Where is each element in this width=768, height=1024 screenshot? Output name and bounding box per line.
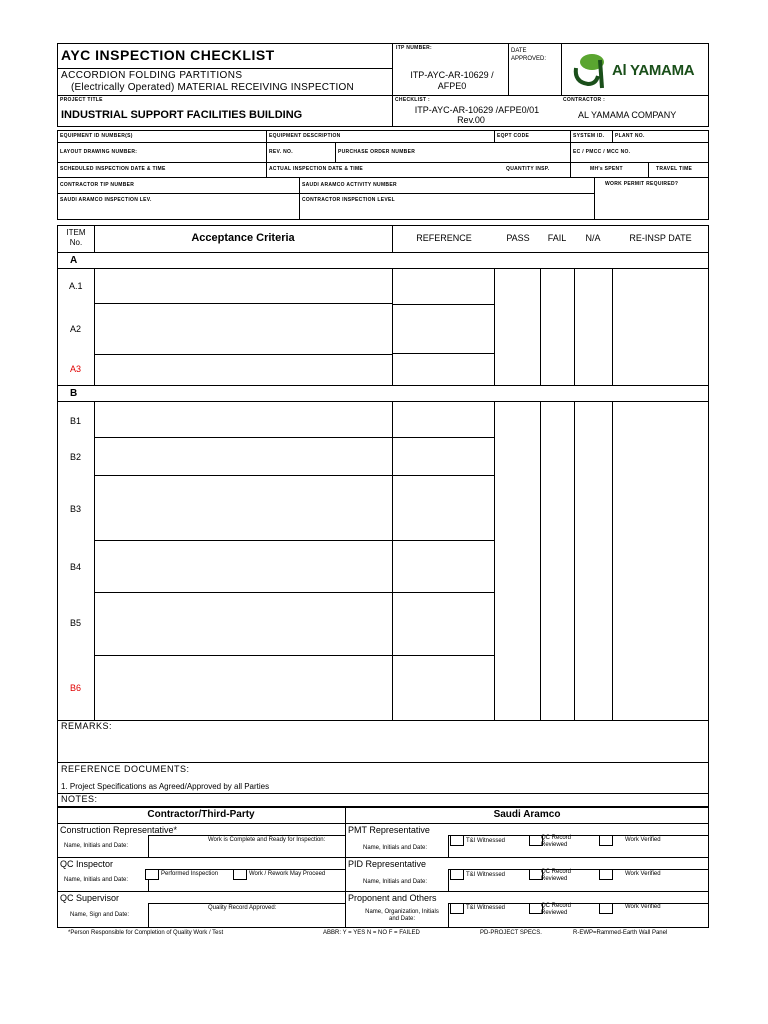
checklist-label: CHECKLIST :	[395, 97, 430, 103]
field-quantity-insp: QUANTITY INSP.	[506, 166, 550, 172]
remarks-label: REMARKS:	[61, 721, 113, 731]
pid-work-verified-checkbox[interactable]	[599, 869, 613, 880]
logo-mark-icon	[570, 48, 612, 92]
work-rework-label: Work / Rework May Proceed	[249, 871, 326, 877]
checklist-value: ITP-AYC-AR-10629 /AFPE0/01	[414, 105, 540, 115]
field-contractor-tip: CONTRACTOR TIP NUMBER	[60, 182, 135, 188]
checklist-title: AYC INSPECTION CHECKLIST	[61, 47, 275, 63]
pmt-work-verified-label: Work Verified	[625, 837, 661, 843]
section-b: B	[70, 388, 78, 399]
itp-number-value: ITP-AYC-AR-10629 / AFPE0	[410, 70, 494, 91]
item-b4: B4	[70, 562, 82, 572]
qc-supervisor-name-date: Name, Sign and Date:	[70, 912, 130, 918]
item-a3: A3	[70, 364, 82, 374]
pid-tw-witnessed-checkbox[interactable]	[450, 869, 464, 880]
pid-name-date: Name, Initials and Date:	[363, 879, 428, 885]
field-eqpt-code: EQPT CODE	[497, 133, 530, 139]
field-sa-activity: SAUDI ARAMCO ACTIVITY NUMBER	[302, 182, 397, 188]
date-approved-label: DATE APPROVED:	[511, 48, 547, 62]
col-fail: FAIL	[547, 233, 567, 243]
itp-number-label: ITP NUMBER:	[396, 45, 432, 51]
contractor-value: AL YAMAMA COMPANY	[578, 110, 677, 120]
proponent-label: Proponent and Others	[348, 893, 437, 903]
field-system-id: SYSTEM ID.	[573, 133, 605, 139]
al-yamama-logo	[570, 48, 704, 92]
proponent-work-verified-label: Work Verified	[625, 904, 661, 910]
item-b3: B3	[70, 504, 82, 514]
project-title-label: PROJECT TITLE	[60, 97, 103, 103]
col-acceptance-criteria: Acceptance Criteria	[191, 232, 295, 244]
field-equipment-description: EQUIPMENT DESCRIPTION	[269, 133, 341, 139]
item-b5: B5	[70, 618, 82, 628]
checklist-rev: Rev.00	[457, 115, 485, 125]
project-title: INDUSTRIAL SUPPORT FACILITIES BUILDING	[61, 109, 303, 121]
item-b2: B2	[70, 452, 82, 462]
construction-name-date: Name, Initials and Date:	[64, 843, 129, 849]
pmt-name-date: Name, Initials and Date:	[363, 845, 428, 851]
footer-project-specs: PD-PROJECT SPECS.	[480, 930, 542, 936]
performed-inspection-checkbox[interactable]	[145, 869, 159, 880]
proponent-work-verified-checkbox[interactable]	[599, 903, 613, 914]
field-ec-pmcc: EC / PMCC / MCC NO.	[573, 149, 631, 155]
pmt-tw-witnessed-checkbox[interactable]	[450, 835, 464, 846]
col-pass: PASS	[506, 233, 530, 243]
field-plant-no: PLANT NO.	[615, 133, 645, 139]
pmt-work-verified-checkbox[interactable]	[599, 835, 613, 846]
saudi-aramco-heading: Saudi Aramco	[493, 809, 561, 820]
field-rev-no: REV. NO.	[269, 149, 293, 155]
item-a1: A.1	[69, 281, 83, 291]
pid-tw-witnessed-label: T&I Witnessed	[466, 872, 506, 878]
col-re-insp-date: RE-INSP DATE	[629, 233, 692, 243]
field-sa-inspection-level: SAUDI ARAMCO INSPECTION LEV.	[60, 197, 152, 203]
proponent-tw-witnessed-checkbox[interactable]	[450, 903, 464, 914]
proponent-qc-record-label: QC Record Reviewed	[541, 903, 572, 916]
pmt-qc-record-label: QC Record Reviewed	[541, 835, 572, 848]
field-purchase-order: PURCHASE ORDER NUMBER	[338, 149, 416, 155]
field-actual-date: ACTUAL INSPECTION DATE & TIME	[269, 166, 364, 172]
reference-document-1: 1. Project Specifications as Agreed/Approved by all Parties	[61, 782, 270, 791]
col-na: N/A	[585, 233, 601, 243]
checklist-subtitle-2: (Electrically Operated) MATERIAL RECEIVING INSPECTION	[71, 82, 354, 93]
logo-text: Al YAMAMA	[612, 62, 695, 79]
quality-record-approved-label: Quality Record Approved:	[208, 905, 277, 911]
construction-rep-label: Construction Representative*	[60, 825, 178, 835]
pid-rep-label: PID Representative	[348, 859, 427, 869]
proponent-name-org: Name, Organization, Initials and Date:	[365, 909, 439, 922]
reference-documents-label: REFERENCE DOCUMENTS:	[61, 764, 190, 774]
field-equipment-id: EQUIPMENT ID NUMBER(S)	[60, 133, 133, 139]
qc-inspector-label: QC Inspector	[60, 859, 114, 869]
field-scheduled-date: SCHEDULED INSPECTION DATE & TIME	[60, 166, 166, 172]
contractor-third-party-heading: Contractor/Third-Party	[147, 809, 255, 820]
qc-inspector-name-date: Name, Initials and Date:	[64, 877, 129, 883]
section-a: A	[70, 255, 78, 266]
col-item-no: ITEM No.	[66, 228, 86, 247]
item-a2: A2	[70, 324, 82, 334]
qc-supervisor-label: QC Supervisor	[60, 893, 120, 903]
pid-qc-record-label: QC Record Reviewed	[541, 869, 572, 882]
work-rework-checkbox[interactable]	[233, 869, 247, 880]
footer-abbreviations: ABBR: Y = YES N = NO F = FAILED	[323, 930, 420, 936]
proponent-tw-witnessed-label: T&I Witnessed	[466, 905, 506, 911]
contractor-label: CONTRACTOR :	[563, 97, 606, 103]
pmt-tw-witnessed-label: T&I Witnessed	[466, 838, 506, 844]
work-complete-label: Work is Complete and Ready for Inspection:	[208, 837, 326, 843]
checklist-subtitle-1: ACCORDION FOLDING PARTITIONS	[61, 70, 243, 81]
info-fields	[57, 130, 709, 220]
item-b1: B1	[70, 416, 82, 426]
footer-person-note: *Person Responsible for Completion of Quality Work / Test	[68, 930, 224, 936]
footer-rewp: R-EWP=Rammed-Earth Wall Panel	[573, 930, 668, 936]
field-mh-spent: MH's SPENT	[590, 166, 623, 172]
field-travel-time: TRAVEL TIME	[656, 166, 693, 172]
field-contractor-inspection-level: CONTRACTOR INSPECTION LEVEL	[302, 197, 396, 203]
col-reference: REFERENCE	[416, 233, 472, 243]
item-b6: B6	[70, 683, 82, 693]
notes-label: NOTES:	[61, 794, 98, 804]
field-work-permit: WORK PERMIT REQUIRED?	[605, 181, 679, 187]
pid-work-verified-label: Work Verified	[625, 871, 661, 877]
field-layout-drawing: LAYOUT DRAWING NUMBER:	[60, 149, 138, 155]
pmt-rep-label: PMT Representative	[348, 825, 430, 835]
performed-inspection-label: Performed Inspection	[161, 871, 219, 877]
